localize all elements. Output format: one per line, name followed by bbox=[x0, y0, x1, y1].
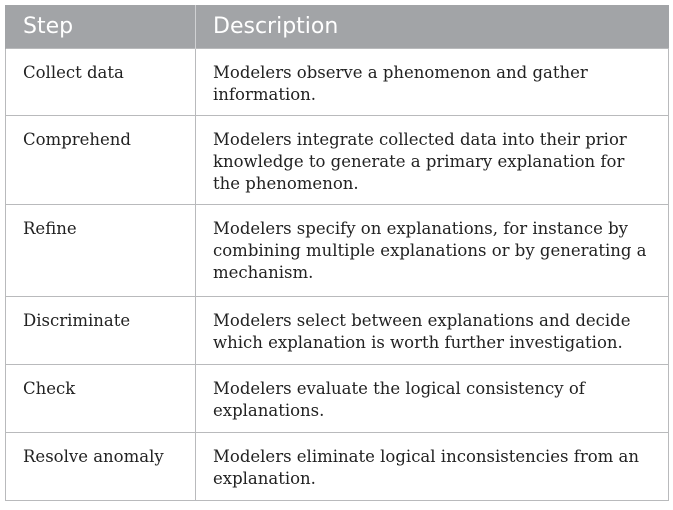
step-cell: Check bbox=[6, 365, 196, 433]
step-cell: Resolve anomaly bbox=[6, 433, 196, 501]
step-cell: Collect data bbox=[6, 49, 196, 116]
description-cell: Modelers select between explanations and decide which explanation is worth further investigation. bbox=[196, 297, 669, 365]
table-row bbox=[6, 116, 669, 205]
description-cell: Modelers specify on explanations, for instance by combining multiple explanations or by generating a mechanism. bbox=[196, 205, 669, 297]
table-row bbox=[6, 49, 669, 116]
description-cell: Modelers observe a phenomenon and gather information. bbox=[196, 49, 669, 116]
step-cell: Discriminate bbox=[6, 297, 196, 365]
header-step: Step bbox=[6, 5, 196, 49]
steps-table bbox=[5, 5, 669, 501]
step-cell: Refine bbox=[6, 205, 196, 297]
table-row bbox=[6, 365, 669, 433]
table-row bbox=[6, 433, 669, 501]
description-cell: Modelers evaluate the logical consistency of explanations. bbox=[196, 365, 669, 433]
steps-table-container bbox=[5, 5, 668, 501]
table-row bbox=[6, 297, 669, 365]
table-row bbox=[6, 205, 669, 297]
table-header-row bbox=[6, 5, 669, 49]
step-cell: Comprehend bbox=[6, 116, 196, 205]
header-description: Description bbox=[196, 5, 669, 49]
description-cell: Modelers integrate collected data into their prior knowledge to generate a primary explanation for the phenomenon. bbox=[196, 116, 669, 205]
description-cell: Modelers eliminate logical inconsistencies from an explanation. bbox=[196, 433, 669, 501]
